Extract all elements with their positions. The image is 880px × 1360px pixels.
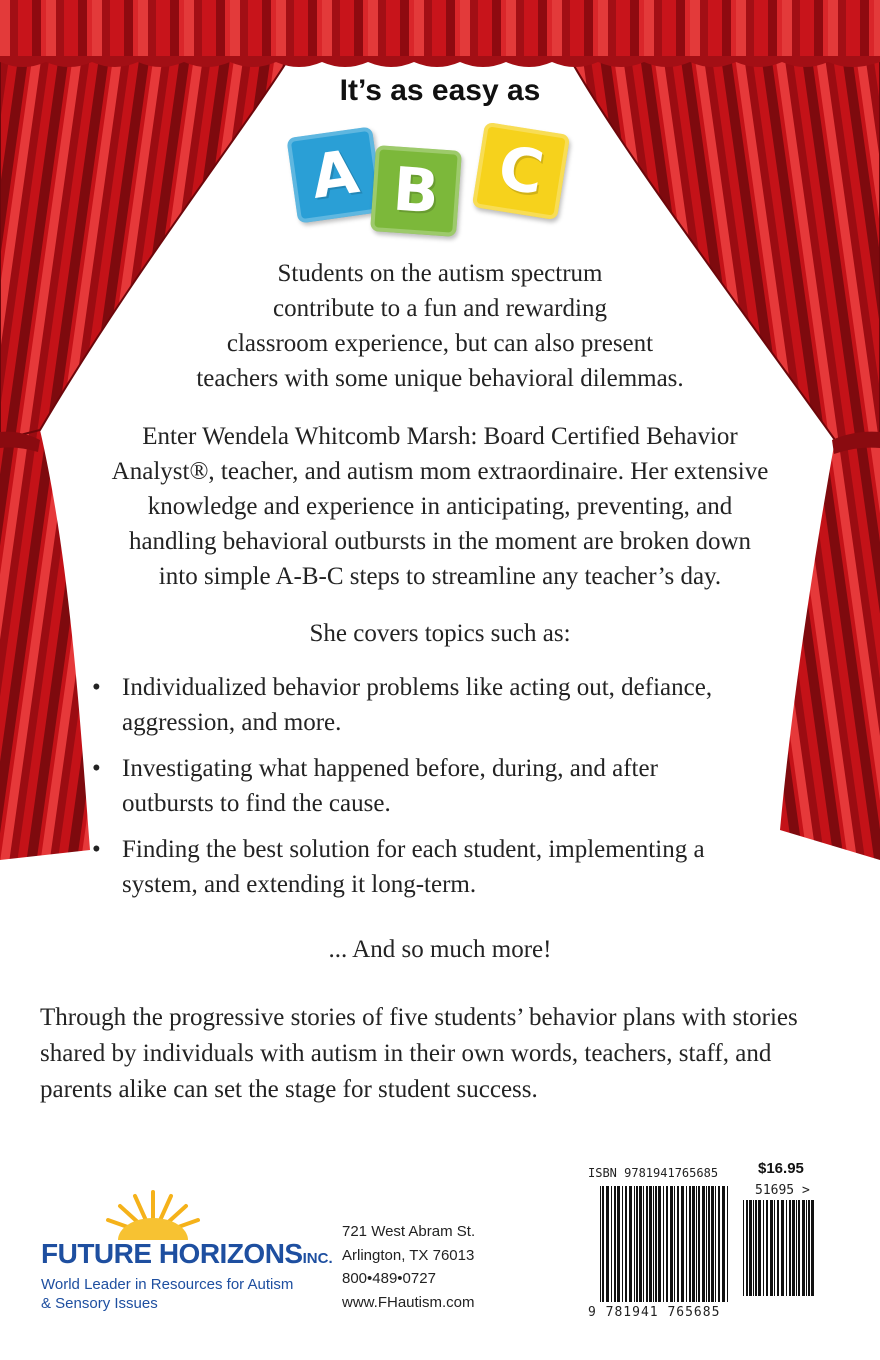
price-label: $16.95	[758, 1160, 804, 1177]
block-a-icon: A	[286, 126, 383, 223]
bullet-icon: •	[92, 836, 101, 863]
block-b-icon: B	[370, 145, 462, 237]
closing-paragraph: Through the progressive stories of five students’ behavior plans with stories shared by individuals with autism in their own words, teachers, staff, and parents alike can set the stage for student success.	[40, 1004, 798, 1103]
list-item: • Finding the best solution for each student, implementing a system, and extending it long-term.	[92, 832, 792, 902]
block-c-icon: C	[472, 122, 570, 220]
intro-paragraph: Students on the autism spectrum contribute to a fun and rewarding classroom experience, but can also present teachers with some unique behavioral dilemmas.	[196, 260, 684, 392]
author-paragraph: Enter Wendela Whitcomb Marsh: Board Certified Behavior Analyst®, teacher, and autism mom extraordinaire. Her extensive knowledge and experience in anticipating, preventing, and handling behavioral outbursts in the moment are broken down into simple A-B-C steps to streamline any teacher’s day.	[111, 423, 769, 590]
bullet-icon: •	[92, 674, 101, 701]
tagline: It’s as easy as	[339, 74, 541, 107]
list-item: • Investigating what happened before, during, and after outbursts to find the cause.	[92, 751, 792, 821]
publisher-address: 721 West Abram St. Arlington, TX 76013 800•489•0727 www.FHautism.com	[342, 1223, 476, 1311]
barcode-digits: 9 781941 765685	[588, 1305, 721, 1320]
barcode-icon	[600, 1186, 730, 1302]
abc-blocks	[0, 0, 880, 260]
list-item: • Individualized behavior problems like acting out, defiance, aggression, and more.	[92, 670, 792, 740]
sunrise-icon	[98, 1186, 208, 1241]
barcode-addon-icon	[743, 1200, 815, 1296]
and-more-text: ... And so much more!	[328, 936, 552, 963]
bullet-icon: •	[92, 755, 101, 782]
topics-list	[92, 670, 792, 913]
price-code: 51695 >	[755, 1183, 810, 1198]
topics-intro: She covers topics such as:	[309, 620, 571, 647]
isbn-label: ISBN 9781941765685	[588, 1166, 719, 1180]
publisher-logo: FUTURE HORIZONSINC. World Leader in Resources for Autism & Sensory Issues	[38, 1186, 328, 1316]
